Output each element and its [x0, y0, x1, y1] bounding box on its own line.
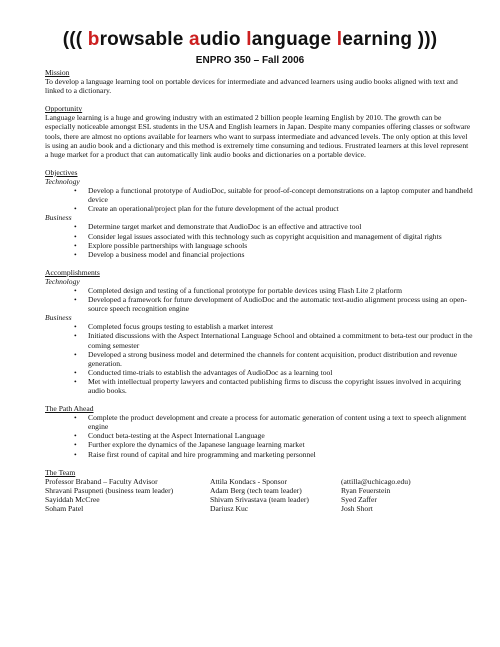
path-ahead-list	[45, 413, 473, 458]
team-member: (attilla@uchicago.edu)	[341, 476, 411, 486]
objectives-technology-list	[45, 186, 473, 213]
bullet-item: • Determine target market and demonstrate that AudioDoc is an effective and attractive tool	[88, 222, 473, 231]
accomplishments-business-label: Business	[45, 313, 72, 323]
title-suffix: )))	[412, 29, 438, 50]
bullet-item: • Completed design and testing of a functional prototype for portable devices using Flash Lite 2 platform	[88, 286, 473, 295]
title-accent-letter: l	[246, 29, 252, 50]
path-ahead-heading: The Path Ahead	[45, 404, 94, 414]
title-text-segment: anguage	[251, 29, 337, 50]
mission-heading: Mission	[45, 68, 70, 77]
title-accent-letter: a	[189, 29, 200, 50]
team-member: Soham Patel	[45, 504, 84, 514]
team-member: Adam Berg (tech team leader)	[210, 485, 302, 495]
team-member: Syed Zaffer	[341, 494, 377, 504]
team-member: Shivam Srivastava (team leader)	[210, 494, 309, 504]
bullet-item: • Develop a business model and financial projections	[88, 250, 473, 259]
team-member: Sayiddah McCree	[45, 494, 100, 504]
bullet-item: • Met with intellectual property lawyers and contacted publishing firms to discuss the copyright issues involved in acquiring audio books.	[88, 377, 473, 395]
title-text-segment: udio	[199, 29, 247, 50]
mission-text: To develop a language learning tool on portable devices for intermediate and advanced learners using audio books aligned with text and linked to a dictionary.	[45, 77, 458, 96]
team-heading: The Team	[45, 467, 76, 477]
accomplishments-technology-list	[45, 286, 473, 313]
team-member: Josh Short	[341, 504, 373, 514]
team-members-grid	[45, 477, 473, 513]
bullet-item: • Developed a strong business model and determined the channels for content acquisition, product distribution and revenue generation.	[88, 350, 473, 368]
title-accent-letter: l	[336, 29, 343, 50]
team-member: Ryan Feuerstein	[341, 485, 391, 495]
team-section	[45, 468, 473, 513]
objectives-business-label: Business	[45, 213, 72, 223]
team-member: Attila Kondacs - Sponsor	[210, 476, 287, 486]
bullet-item: • Consider legal issues associated with this technology such as copyright acquisition and management of digital rights	[88, 232, 473, 241]
bullet-item: • Conduct beta-testing at the Aspect International Language	[88, 431, 473, 440]
document-title	[0, 29, 500, 51]
bullet-item: • Completed focus groups testing to establish a market interest	[88, 322, 473, 331]
accomplishments-section	[45, 268, 473, 395]
path-ahead-section	[45, 404, 473, 459]
team-member: Dariusz Kuc	[210, 504, 249, 514]
title-text-segment: rowsable	[99, 29, 190, 50]
bullet-item: • Create an operational/project plan for the future development of the actual product	[88, 204, 473, 213]
title-words	[88, 29, 412, 50]
team-member: Shravani Pasupneti (business team leader)	[45, 485, 174, 495]
document-body	[45, 68, 473, 513]
objectives-business-list	[45, 222, 473, 258]
bullet-item: • Further explore the dynamics of the Japanese language learning market	[88, 440, 473, 449]
bullet-item: • Developed a framework for future development of AudioDoc and the automatic text-audio alignment process using an open-source speech recognition engine	[88, 295, 473, 313]
objectives-section	[45, 168, 473, 259]
accomplishments-technology-label: Technology	[45, 276, 80, 286]
bullet-item: • Complete the product development and create a process for automatic generation of content using a text to speech alignment engine	[88, 413, 473, 431]
mission-section	[45, 68, 473, 95]
accomplishments-business-list	[45, 322, 473, 395]
bullet-item: • Conducted time-trials to establish the advantages of AudioDoc as a learning tool	[88, 368, 473, 377]
title-prefix: (((	[62, 29, 88, 50]
title-accent-letter: b	[87, 29, 100, 50]
opportunity-text: Language learning is a huge and growing industry with an estimated 2 billion people learning English by 2010. The growth can be especially noticeable amongst ESL students in the USA and English learners in Japan. Despite many companies offering classes or software tools, there are almost no options available for learners who want to surpass intermediate and advanced levels. The only option at this level is using an audio book and a dictionary and this method is extremely time consuming and tedious. Frustrated learners at this level represent a huge market for a product that can automatically link audio books and dictionaries on a portable device.	[45, 113, 471, 159]
bullet-item: • Explore possible partnerships with language schools	[88, 241, 473, 250]
bullet-item: • Develop a functional prototype of AudioDoc, suitable for proof-of-concept demonstrations on a laptop computer and handheld device	[88, 186, 473, 204]
objectives-heading: Objectives	[45, 167, 78, 177]
title-text-segment: earning	[342, 29, 413, 50]
opportunity-heading: Opportunity	[45, 104, 83, 114]
opportunity-section	[45, 104, 473, 159]
bullet-item: • Raise first round of capital and hire programming and marketing personnel	[88, 450, 473, 459]
accomplishments-heading: Accomplishments	[45, 267, 100, 277]
team-member: Professor Braband – Faculty Advisor	[45, 476, 158, 486]
objectives-technology-label: Technology	[45, 176, 80, 186]
bullet-item: • Initiated discussions with the Aspect International Language School and obtained a commitment to beta-test our product in the coming semester	[88, 331, 473, 349]
course-subtitle: ENPRO 350 – Fall 2006	[195, 55, 305, 66]
